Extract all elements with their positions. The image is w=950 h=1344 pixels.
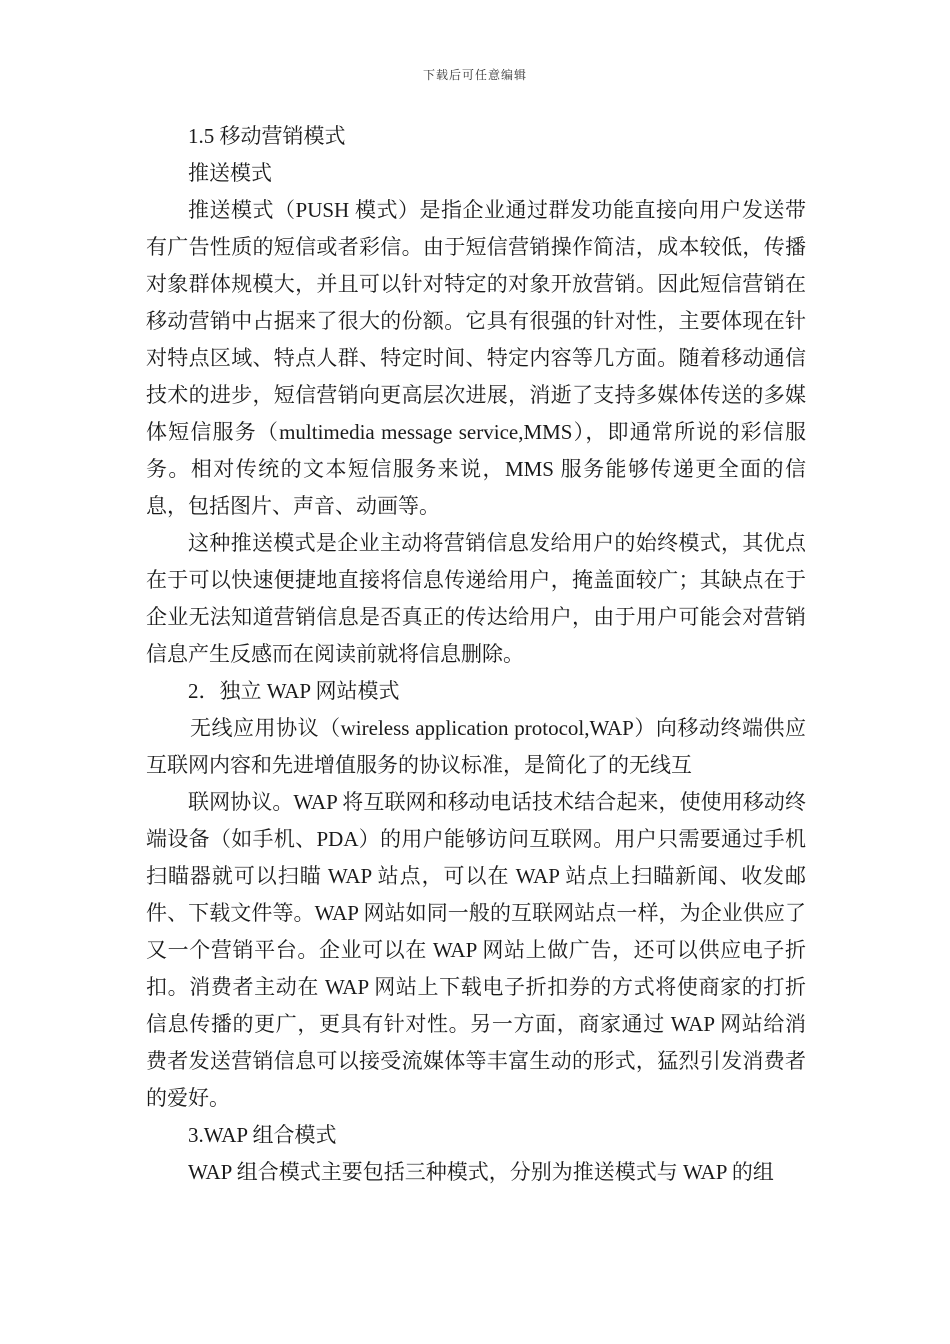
push-paragraph-2: 这种推送模式是企业主动将营销信息发给用户的始终模式，其优点在于可以快速便捷地直接将信息传递给用户，掩盖面较广；其缺点在于企业无法知道营销信息是否真正的传达给用户，由于用户可能会对营销信息产生反感而在阅读前就将信息删除。 xyxy=(146,531,806,666)
wap-subheading: 2．独立 WAP 网站模式 xyxy=(188,679,400,703)
combo-paragraph-1: WAP 组合模式主要包括三种模式，分别为推送模式与 WAP 的组 xyxy=(188,1160,774,1184)
combo-subheading: 3.WAP 组合模式 xyxy=(188,1123,337,1147)
wap-paragraph-1: 无线应用协议（wireless application protocol,WAP）向移动终端供应互联网内容和先进增值服务的协议标准，是简化了的无线互 xyxy=(146,716,806,777)
page-header: 下载后可任意编辑 xyxy=(422,68,527,82)
section-title: 1.5 移动营销模式 xyxy=(188,124,346,148)
push-paragraph-1: 推送模式（PUSH 模式）是指企业通过群发功能直接向用户发送带有广告性质的短信或者彩信。由于短信营销操作简洁，成本较低，传播对象群体规模大，并且可以针对特定的对象开放营销。因此短信营销在移动营销中占据来了很大的份额。它具有很强的针对性，主要体现在针对特点区域、特点人群、特定时间、特定内容等几方面。随着移动通信技术的进步，短信营销向更高层次进展，消逝了支持多媒体传送的多媒体短信服务（multimedia message service,MMS），即通常所说的彩信服务。相对传统的文本短信服务来说，MMS 服务能够传递更全面的信息，包括图片、声音、动画等。 xyxy=(146,198,806,518)
wap-paragraph-2: 联网协议。WAP 将互联网和移动电话技术结合起来，使使用移动终端设备（如手机、PDA）的用户能够访问互联网。用户只需要通过手机扫瞄器就可以扫瞄 WAP 站点，可以在 WAP 站点上扫瞄新闻、收发邮件、下载文件等。WAP 网站如同一般的互联网站点一样，为企业供应了又一个营销平台。企业可以在 WAP 网站上做广告，还可以供应电子折扣。消费者主动在 WAP 网站上下载电子折扣券的方式将使商家的打折信息传播的更广，更具有针对性。另一方面，商家通过 WAP 网站给消费者发送营销信息可以接受流媒体等丰富生动的形式，猛烈引发消费者的爱好。 xyxy=(146,790,806,1110)
push-subheading: 推送模式 xyxy=(188,161,272,185)
document-body xyxy=(146,118,806,1191)
